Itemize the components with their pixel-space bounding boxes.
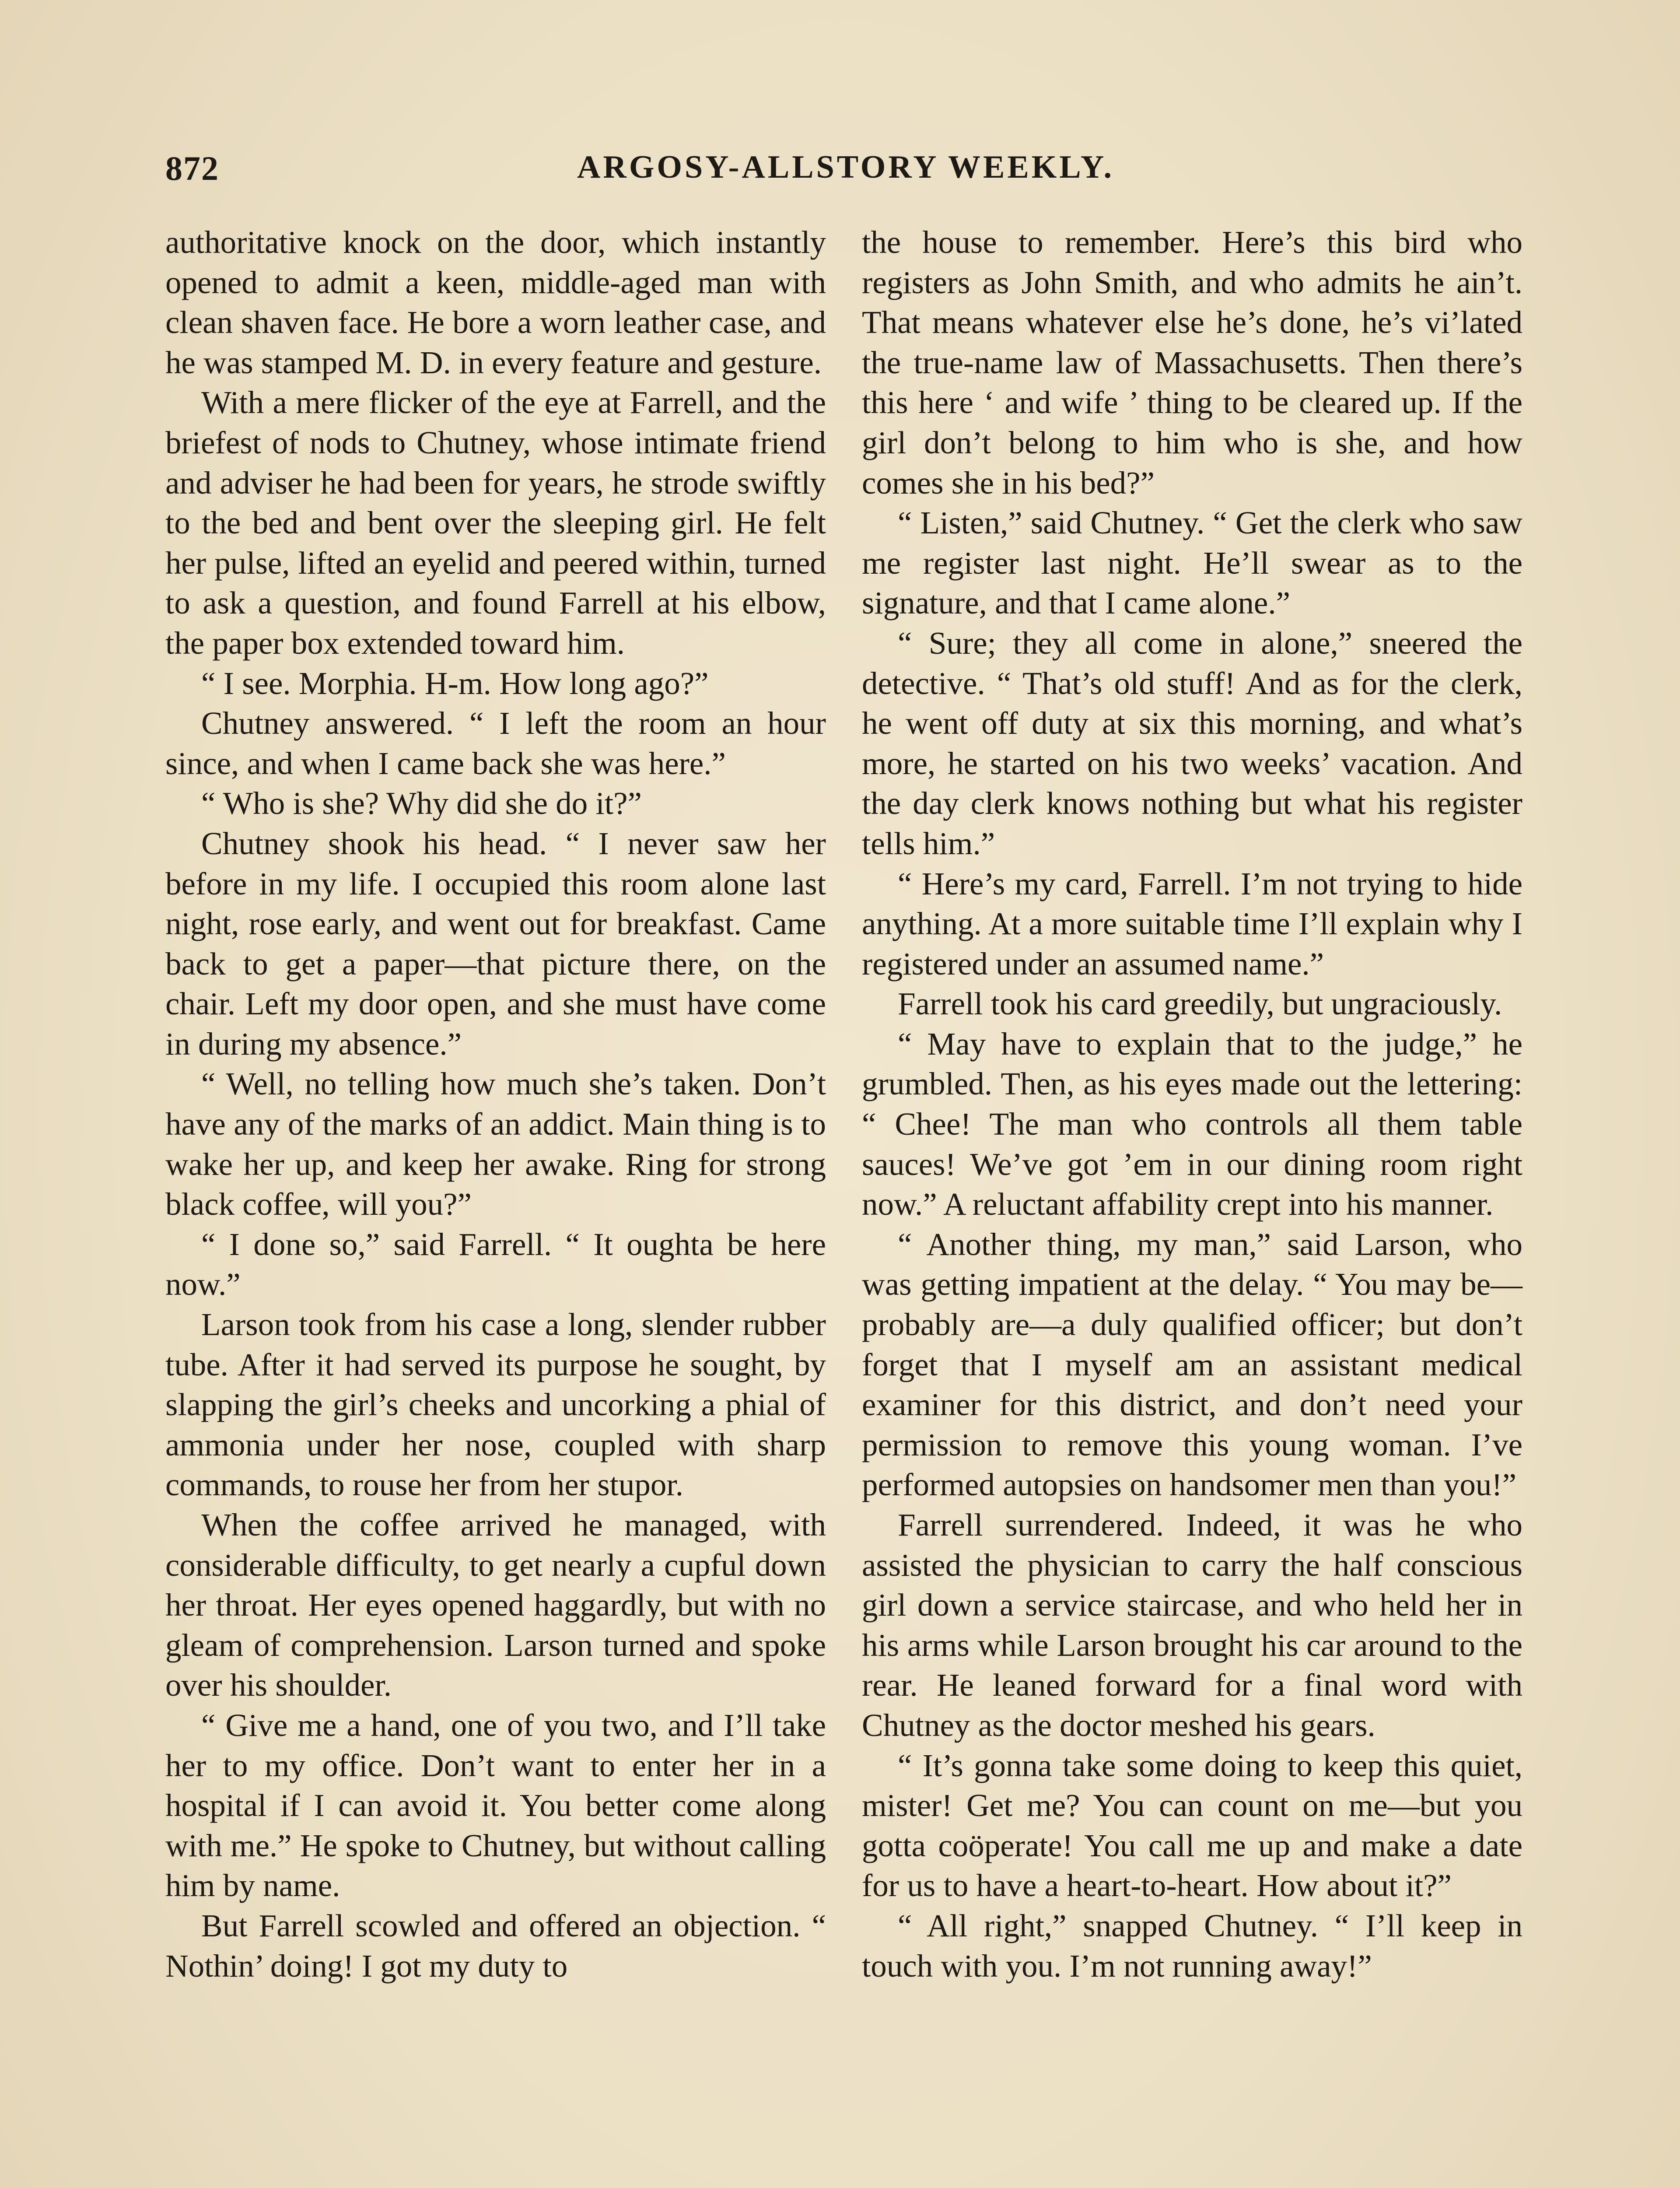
paragraph: “ Give me a hand, one of you two, and I’ll take her to my office. Don’t want to enter her in a hospital if I can avoid it. You better come along with me.” He spoke to Chutney, but without calling him by name. — [165, 1707, 826, 1904]
paragraph: Chutney answered. “ I left the room an hour since, and when I came back she was here.” — [165, 705, 826, 781]
left-column — [165, 222, 826, 1986]
paragraph: “ May have to explain that to the judge,” he grumbled. Then, as his eyes made out the lettering: “ Chee! The man who controls all them table sauces! We’ve got ’em in our dining room right now.” A reluctant affability crept into his manner. — [862, 1026, 1522, 1222]
paragraph: “ Who is she? Why did she do it?” — [201, 785, 642, 821]
paragraph: Chutney shook his head. “ I never saw her before in my life. I occupied this room alone last night, rose early, and went out for breakfast. Came back to get a paper—that picture there, on the chair. Left my door open, and she must have come in during my absence.” — [165, 825, 826, 1062]
paragraph: “ It’s gonna take some doing to keep this quiet, mister! Get me? You can count on me—but you gotta coöperate! You call me up and make a date for us to have a heart-to-heart. How about it?” — [862, 1747, 1522, 1904]
page-header — [165, 149, 1526, 197]
paragraph: “ Listen,” said Chutney. “ Get the clerk who saw me register last night. He’ll swear as to the signature, and that I came alone.” — [862, 505, 1522, 621]
paragraph: “ Here’s my card, Farrell. I’m not trying to hide anything. At a more suitable time I’ll explain why I registered under an assumed name.” — [862, 866, 1522, 982]
paragraph: authoritative knock on the door, which instantly opened to admit a keen, middle-aged man with clean shaven face. He bore a worn leather case, and he was stamped M. D. in every feature and gesture. — [165, 224, 826, 380]
paragraph: the house to remember. Here’s this bird who registers as John Smith, and who admits he ain’t. That means whatever else he’s done, he’s vi’lated the true-name law of Massachusetts. Then there’s this here ‘ and wife ’ thing to be cleared up. If the girl don’t belong to him who is she, and how comes she in his bed?” — [862, 224, 1522, 501]
running-head: ARGOSY-ALLSTORY WEEKLY. — [577, 149, 1115, 185]
right-column — [862, 222, 1522, 1986]
paragraph: With a mere flicker of the eye at Farrell, and the briefest of nods to Chutney, whose intimate friend and adviser he had been for years, he strode swiftly to the bed and bent over the sleeping girl. He felt her pulse, lifted an eyelid and peered within, turned to ask a question, and found Farrell at his elbow, the paper box extended toward him. — [165, 385, 826, 661]
paragraph: Farrell took his card greedily, but ungraciously. — [898, 986, 1502, 1022]
paragraph: But Farrell scowled and offered an objection. “ Nothin’ doing! I got my duty to — [165, 1907, 826, 1984]
paragraph: “ I done so,” said Farrell. “ It oughta be here now.” — [165, 1226, 826, 1302]
paragraph: Farrell surrendered. Indeed, it was he who assisted the physician to carry the half conscious girl down a service staircase, and who held her in his arms while Larson brought his car around to the rear. He leaned forward for a final word with Chutney as the doctor meshed his gears. — [862, 1507, 1522, 1743]
paragraph: Larson took from his case a long, slender rubber tube. After it had served its purpose he sought, by slapping the girl’s cheeks and uncorking a phial of ammonia under her nose, coupled with sharp commands, to rouse her from her stupor. — [165, 1307, 826, 1503]
paragraph: “ All right,” snapped Chutney. “ I’ll keep in touch with you. I’m not running away!” — [862, 1907, 1522, 1984]
paragraph: “ Another thing, my man,” said Larson, who was getting impatient at the delay. “ You may be—probably are—a duly qualified officer; but don’t forget that I myself am an assistant medical examiner for this district, and don’t need your permission to remove this young woman. I’ve performed autopsies on handsomer men than you!” — [862, 1226, 1522, 1503]
page-number: 872 — [165, 149, 219, 187]
paragraph: “ Well, no telling how much she’s taken. Don’t have any of the marks of an addict. Main thing is to wake her up, and keep her awake. Ring for strong black coffee, will you?” — [165, 1066, 826, 1222]
paragraph: “ I see. Morphia. H-m. How long ago?” — [201, 665, 709, 701]
paragraph: “ Sure; they all come in alone,” sneered the detective. “ That’s old stuff! And as for the clerk, he went off duty at six this morning, and what’s more, he started on his two weeks’ vacation. And the day clerk knows nothing but what his register tells him.” — [862, 625, 1522, 861]
paragraph: When the coffee arrived he managed, with considerable difficulty, to get nearly a cupful down her throat. Her eyes opened haggardly, but with no gleam of comprehension. Larson turned and spoke over his shoulder. — [165, 1507, 826, 1703]
